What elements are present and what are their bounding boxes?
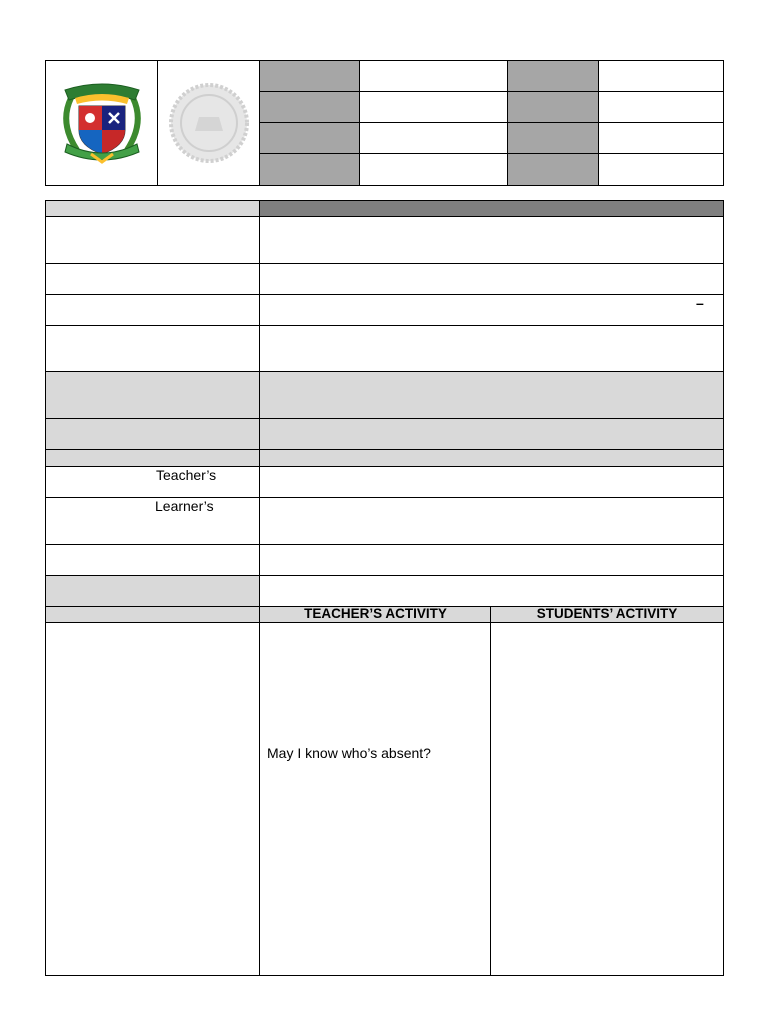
table-header-right <box>260 201 723 217</box>
header-value-cell <box>360 61 508 92</box>
plan-row-value <box>260 264 723 295</box>
header-value-cell <box>360 123 508 154</box>
header-value-cell <box>360 92 508 123</box>
plan-row-label-shaded <box>46 450 260 467</box>
header-value-cell <box>599 154 723 185</box>
plan-row-value <box>260 545 723 576</box>
plan-row-value <box>260 576 723 607</box>
school-logo-cell <box>46 61 158 185</box>
plan-row-label-shaded <box>46 372 260 419</box>
header-label-cell <box>508 61 599 92</box>
teacher-reference-row-value <box>260 467 723 498</box>
plan-row-label <box>46 295 260 326</box>
header-label-cell <box>260 154 360 185</box>
plan-row-value-shaded <box>260 450 723 467</box>
plan-row-label <box>46 264 260 295</box>
plan-row-label <box>46 217 260 264</box>
plan-row-label-shaded <box>46 576 260 607</box>
student-activity-cell <box>491 623 723 975</box>
header-value-cell <box>599 92 723 123</box>
teacher-activity-header: TEACHER’S ACTIVITY <box>304 606 447 621</box>
dash-mark: – <box>696 295 704 311</box>
header-label-cell <box>508 92 599 123</box>
seal-logo-cell <box>158 61 260 185</box>
school-crest-logo <box>57 78 147 168</box>
plan-row-label <box>46 545 260 576</box>
header-label-cell <box>260 92 360 123</box>
header-label-cell <box>260 61 360 92</box>
procedure-header-left <box>46 607 260 623</box>
plan-row-label-shaded <box>46 419 260 450</box>
learner-reference-row-label <box>46 498 260 545</box>
learner-reference-row-value <box>260 498 723 545</box>
header-label-cell <box>508 154 599 185</box>
header-label-cell <box>260 123 360 154</box>
header-label-cell <box>508 123 599 154</box>
teacher-reference-label: Teacher’s <box>156 467 217 483</box>
procedure-step-cell <box>46 623 260 975</box>
plan-row-label <box>46 326 260 372</box>
header-value-cell <box>599 61 723 92</box>
plan-row-value-shaded <box>260 372 723 419</box>
header-value-cell <box>360 154 508 185</box>
teacher-activity-text: May I know who’s absent? <box>267 745 431 761</box>
plan-row-value <box>260 295 723 326</box>
header-value-cell <box>599 123 723 154</box>
faded-seal-logo <box>167 81 251 165</box>
plan-row-value-shaded <box>260 419 723 450</box>
plan-row-value <box>260 217 723 264</box>
table-header-left <box>46 201 260 217</box>
plan-row-value <box>260 326 723 372</box>
teacher-activity-cell <box>260 623 491 975</box>
student-activity-header: STUDENTS’ ACTIVITY <box>536 606 678 621</box>
teacher-reference-row-label <box>46 467 260 498</box>
learner-reference-label: Learner’s <box>155 498 214 514</box>
